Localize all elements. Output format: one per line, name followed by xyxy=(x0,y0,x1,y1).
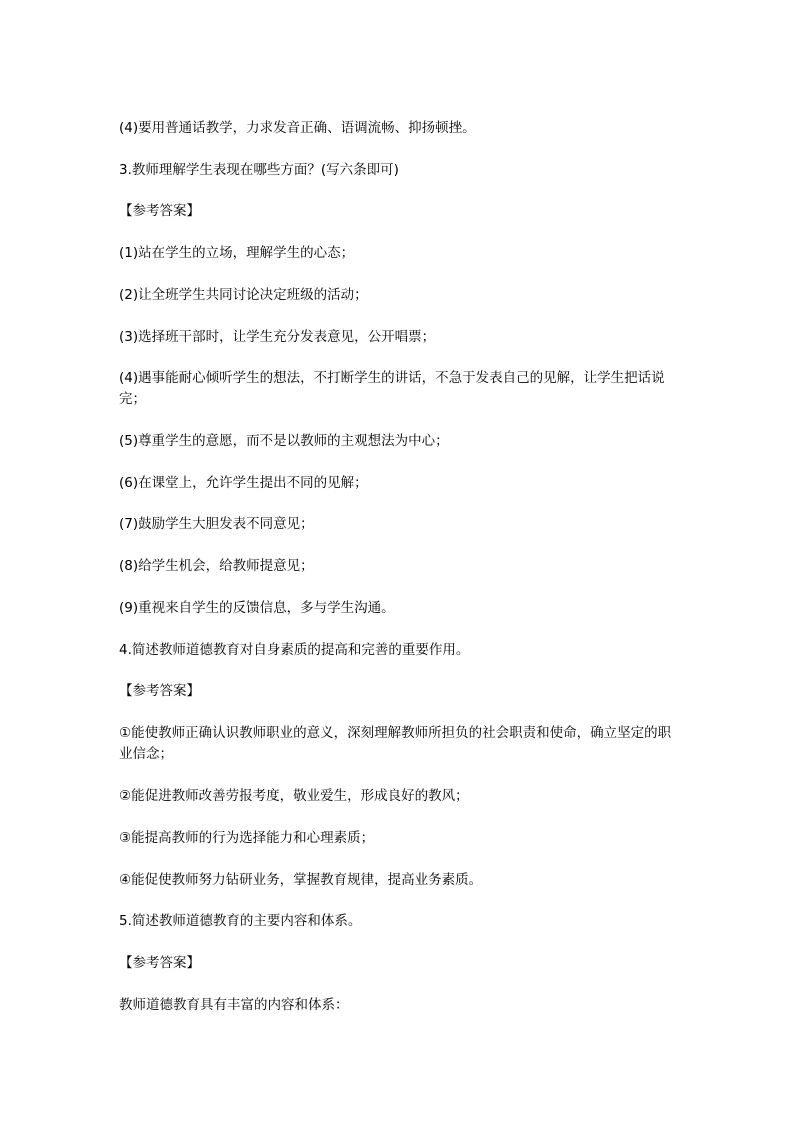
answer-point-2: ②能促进教师改善劳报考度，敬业爱生，形成良好的教风； xyxy=(119,788,469,804)
question-5-heading: 5.简述教师道德教育的主要内容和体系。 xyxy=(119,913,362,929)
answer-item-1: (1)站在学生的立场，理解学生的心态； xyxy=(119,245,355,261)
reference-answer-label: 【参考答案】 xyxy=(119,203,200,219)
answer-item-4: (4)遇事能耐心倾听学生的想法，不打断学生的讲话，不急于发表自己的见解，让学生把话说完； xyxy=(119,370,665,407)
answer-item-4-mandarin: (4)要用普通话教学，力求发音正确、语调流畅、抑扬顿挫。 xyxy=(119,120,476,136)
answer-point-3: ③能提高教师的行为选择能力和心理素质； xyxy=(119,830,375,846)
answer-item-2: (2)让全班学生共同讨论决定班级的活动； xyxy=(119,287,368,303)
answer-item-3: (3)选择班干部时，让学生充分发表意见，公开唱票； xyxy=(119,329,436,345)
question-3-heading: 3.教师理解学生表现在哪些方面？(写六条即可) xyxy=(119,162,399,178)
reference-answer-label: 【参考答案】 xyxy=(119,955,200,971)
answer-point-4: ④能促使教师努力钻研业务，掌握教育规律，提高业务素质。 xyxy=(119,872,483,888)
answer-item-9: (9)重视来自学生的反馈信息，多与学生沟通。 xyxy=(119,600,395,616)
answer-item-7: (7)鼓励学生大胆发表不同意见； xyxy=(119,516,314,532)
answer-intro-text: 教师道德教育具有丰富的内容和体系： xyxy=(119,997,349,1013)
answer-item-6: (6)在课堂上，允许学生提出不同的见解； xyxy=(119,475,368,491)
answer-point-1: ①能使教师正确认识教师职业的意义，深刻理解教师所担负的社会职责和使命，确立坚定的职业信念； xyxy=(119,725,672,762)
reference-answer-label: 【参考答案】 xyxy=(119,683,200,699)
answer-item-5: (5)尊重学生的意愿，而不是以教师的主观想法为中心； xyxy=(119,433,449,449)
question-4-heading: 4.简述教师道德教育对自身素质的提高和完善的重要作用。 xyxy=(119,642,470,658)
answer-item-8: (8)给学生机会，给教师提意见； xyxy=(119,558,314,574)
